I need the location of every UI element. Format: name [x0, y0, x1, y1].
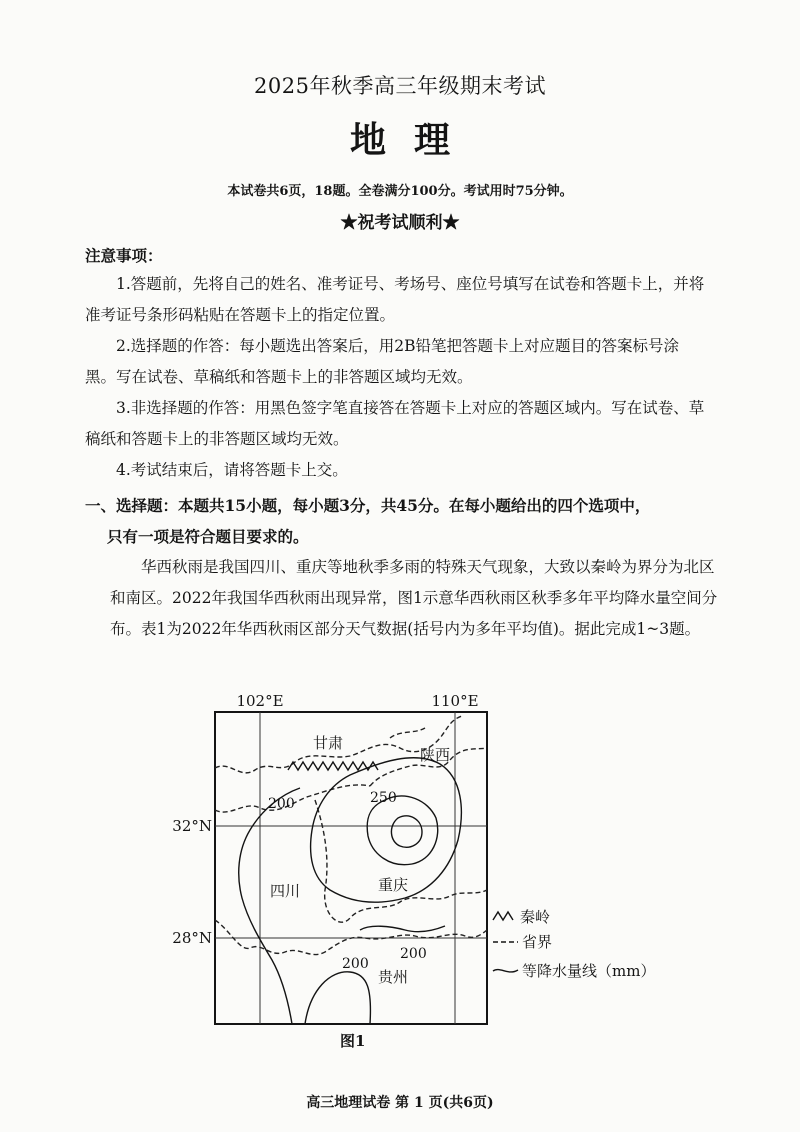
lon-label-110: 110°E	[431, 692, 479, 710]
page-footer: 高三地理试卷 第 1 页(共6页)	[306, 1095, 494, 1111]
legend-isohyet-label: 等降水量线（mm）	[522, 962, 656, 980]
blessing: ★祝考试顺利★	[340, 213, 460, 233]
region-guizhou: 贵州	[378, 968, 409, 986]
region-chongqing: 重庆	[378, 876, 409, 894]
precipitation-map	[172, 690, 680, 1030]
question-intro: 华西秋雨是我国四川、重庆等地秋季多雨的特殊天气现象，大致以秦岭为界分为北区和南区。2022年我国华西秋雨出现异常，图1示意华西秋雨区秋季多年平均降水量空间分布。表1为2022年华西秋雨区部分天气数据(括号内为多年平均值)。据此完成1~3题。	[110, 558, 718, 638]
notice-item-1: 1.答题前，先将自己的姓名、准考证号、考场号、座位号填写在试卷和答题卡上，并将准考证号条形码粘贴在答题卡上的指定位置。	[85, 275, 705, 324]
isohyet-label-200-west: 200	[268, 796, 295, 812]
section-header	[85, 490, 725, 552]
isohyet-label-250: 250	[370, 790, 397, 806]
notice-item-4: 4.考试结束后，请将答题卡上交。	[116, 461, 348, 479]
isohyet-label-200-south: 200	[342, 956, 369, 972]
figure-caption: 图1	[340, 1032, 366, 1050]
legend-qinling-symbol	[493, 912, 513, 920]
exam-title: 2025年秋季高三年级期末考试	[254, 74, 546, 98]
exam-info: 本试卷共6页，18题。全卷满分100分。考试用时75分钟。	[227, 184, 573, 199]
isohyet-label-200-east: 200	[400, 946, 427, 962]
lon-label-102: 102°E	[236, 692, 284, 710]
notice-item-3: 3.非选择题的作答：用黑色签字笔直接答在答题卡上对应的答题区域内。写在试卷、草稿纸和答题卡上的非答题区域均无效。	[85, 399, 705, 448]
notice-header: 注意事项：	[85, 246, 163, 265]
region-sichuan: 四川	[270, 882, 301, 900]
lat-label-28: 28°N	[172, 929, 212, 947]
notice-item-2: 2.选择题的作答：每小题选出答案后，用2B铅笔把答题卡上对应题目的答案标号涂黑。写在试卷、草稿纸和答题卡上的非答题区域均无效。	[85, 337, 680, 386]
region-gansu: 甘肃	[313, 734, 344, 752]
section-header-line-2: 只有一项是符合题目要求的。	[107, 527, 309, 546]
legend-isohyet-symbol	[493, 970, 518, 972]
legend-boundary-label: 省界	[522, 933, 553, 951]
region-shaanxi: 陕西	[420, 746, 451, 764]
legend-qinling-label: 秦岭	[520, 908, 551, 926]
subject-title: 地理	[349, 119, 478, 161]
lat-label-32: 32°N	[172, 817, 212, 835]
section-header-line-1: 一、选择题：本题共15小题，每小题3分，共45分。在每小题给出的四个选项中，	[85, 496, 651, 515]
map-legend	[493, 908, 655, 980]
